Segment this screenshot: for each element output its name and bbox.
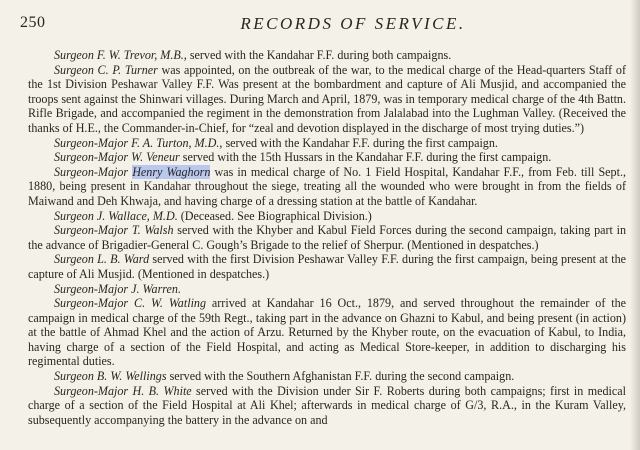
- officer-name: Surgeon-Major C. W. Watling: [54, 296, 207, 311]
- officer-name: Surgeon J. Wallace, M.D.: [54, 208, 178, 223]
- page-edge: [630, 0, 640, 450]
- page-number: 250: [20, 14, 46, 31]
- entry-text: (Deceased. See Biographical Division.): [177, 208, 372, 223]
- record-entry: [28, 369, 626, 384]
- record-entry: [28, 209, 626, 224]
- officer-name: Surgeon-Major J. Warren.: [54, 281, 181, 296]
- entry-text: served with the Division under Sir F. Roberts during both campaigns; first in medical charge of a section of the Field Hospital at Ali Khel; afterwards in medical charge of G/3, R.A., in the Kuram Valley, subsequently accompanying the battery in the advance on and: [28, 383, 626, 427]
- officer-name: Surgeon B. W. Wellings: [54, 369, 167, 384]
- record-entry: [28, 48, 626, 63]
- officer-name: Surgeon-Major T. Walsh: [54, 223, 174, 238]
- entry-text: served with the Southern Afghanistan F.F. during the second campaign.: [166, 369, 515, 384]
- running-head: RECORDS OF SERVICE.: [240, 14, 466, 33]
- record-entry: [28, 136, 626, 151]
- entry-text: served with the Khyber and Kabul Field Forces during the second campaign, taking part in the advance of Brigadier-General C. Gough’s Brigade to the relief of Sherpur. (Mentioned in despatches.): [28, 223, 626, 252]
- record-entry-highlighted: [28, 165, 626, 209]
- entry-text: was appointed, on the outbreak of the war, to the medical charge of the Head-quarters Staff of the 1st Division Peshawar Valley F.F. Was present at the bombardment and capture of Ali Musjid, and accompanied the troops sent against the Shinwari villages. During March and April, 1879, was in temporary medical charge of the 4th Battn. Rifle Brigade, and accompanied the regiment in the demonstration from Jalalabad into the Lughman Valley. (Received the thanks of H.E., the Commander-in-Chief, for “zeal and devotion displayed in the discharge of most trying duties.”): [28, 62, 626, 135]
- highlighted-name[interactable]: Henry Waghorn: [132, 164, 211, 179]
- entry-text: served with the Kandahar F.F. during the first campaign.: [222, 135, 498, 150]
- record-entry: [28, 296, 626, 369]
- officer-name: Surgeon F. W. Trevor, M.B.,: [54, 48, 187, 62]
- page-header: [20, 4, 626, 48]
- officer-name: Surgeon L. B. Ward: [54, 252, 150, 267]
- record-entry: [28, 384, 626, 428]
- entry-text: served with the Kandahar F.F. during both campaigns.: [186, 48, 452, 62]
- entry-text: served with the 15th Hussars in the Kandahar F.F. during the first campaign.: [179, 150, 552, 165]
- service-records: [28, 48, 626, 427]
- record-entry: [28, 282, 626, 297]
- entry-text: arrived at Kandahar 16 Oct., 1879, and served throughout the remainder of the campaign in medical charge of the 59th Regt., taking part in the advance on Ghazni to Kabul, and being present (in action) at the battle of Ahmad Khel and the action of Arzu. Returned by the Khyber route, on the evacuation of Kabul, to India, having charge of a section of the Field Hospital, and acting as Medical Store-keeper, in addition to discharging his regimental duties.: [28, 296, 627, 369]
- record-entry: [28, 63, 626, 136]
- record-entry: [28, 223, 626, 252]
- officer-name: Surgeon-Major W. Veneur: [54, 150, 180, 165]
- officer-name: Surgeon-Major F. A. Turton, M.D.,: [54, 135, 223, 150]
- record-entry: [28, 252, 626, 281]
- officer-name: Surgeon-Major H. B. White: [54, 383, 192, 398]
- officer-rank: Surgeon-Major: [54, 164, 133, 179]
- entry-text: was in medical charge of No. 1 Field Hospital, Kandahar F.F., from Feb. till Sept., 1880, being present in Kandahar throughout the siege, treating all the wounded who were brought in from the fields of Maiwand and Deh Khwaja, and having charge of a dressing station at the battle of Kandahar.: [28, 164, 626, 208]
- officer-name: Surgeon C. P. Turner: [54, 62, 158, 77]
- entry-text: served with the first Division Peshawar Valley F.F. during the first campaign, being present at the capture of Ali Musjid. (Mentioned in despatches.): [28, 252, 626, 281]
- record-entry: [28, 150, 626, 165]
